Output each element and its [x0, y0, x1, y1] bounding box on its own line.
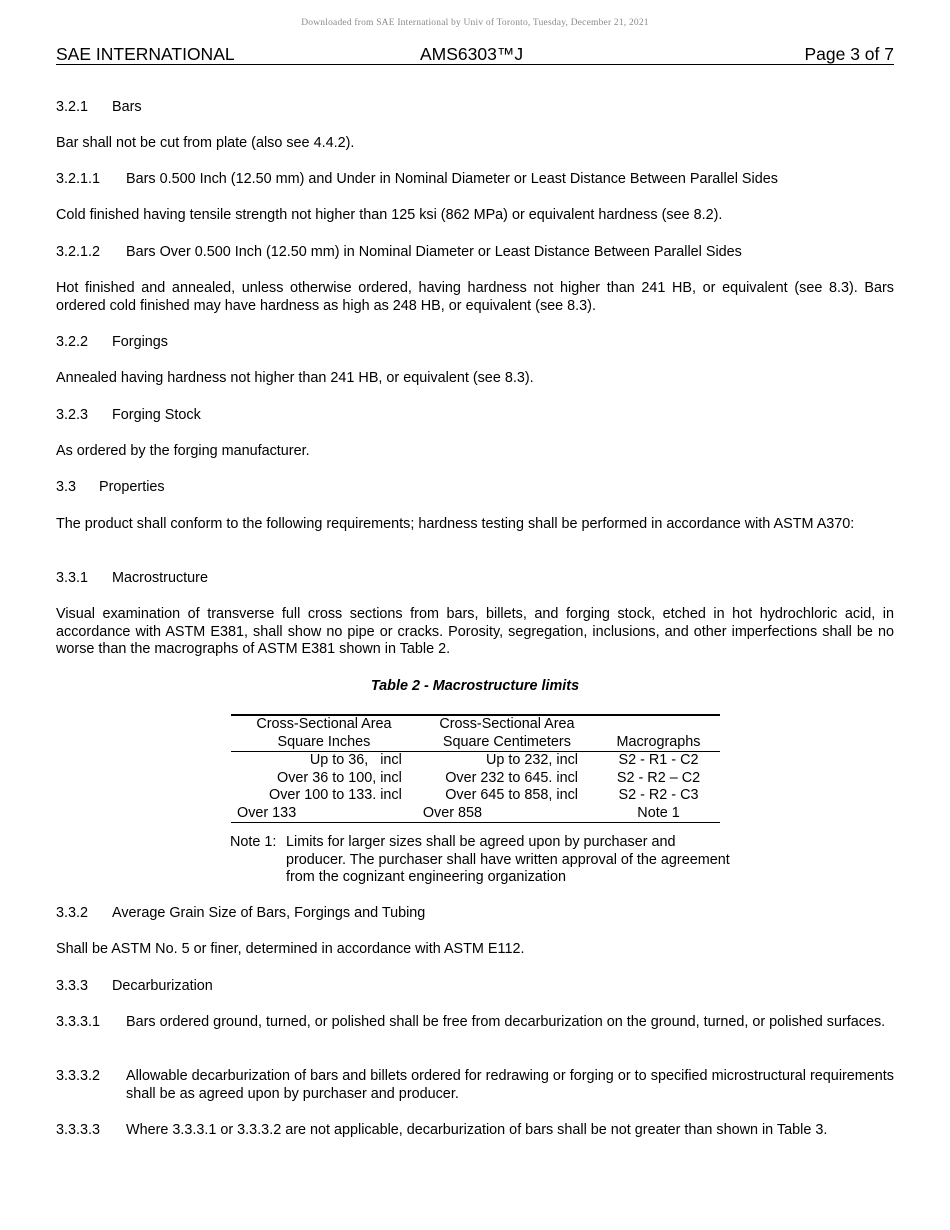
section-number: 3.2.1.1: [56, 171, 101, 187]
section-title: Bars Over 0.500 Inch (12.50 mm) in Nominal Diameter or Least Distance Between Parallel Sides: [126, 244, 742, 260]
heading-3-2-3: [56, 407, 894, 425]
paragraph-3-3-1: Visual examination of transverse full cross sections from bars, billets, and forging stock, etched in hot hydrochloric acid, in accordance with ASTM E381, shall show no pipe or cracks. Porosity, segregation, inclusions, and other imperfections shall be no worse than the macrographs of ASTM E381 shown in Table 2.: [56, 606, 894, 657]
section-number: 3.2.1: [56, 99, 89, 115]
table-cell: S2 - R2 - C3: [618, 787, 699, 803]
section-number: 3.2.3: [56, 407, 89, 423]
table-note: [230, 834, 730, 887]
column-header-macrographs: Macrographs: [597, 734, 720, 752]
paragraph-3-2-1-1: Cold finished having tensile strength not higher than 125 ksi (862 MPa) or equivalent hardness (see 8.2).: [56, 207, 723, 223]
table-2-title: Table 2 - Macrostructure limits: [370, 678, 580, 694]
heading-3-2-1: [56, 99, 894, 117]
section-number: 3.3: [56, 479, 77, 495]
table-header-row: [231, 734, 720, 752]
table-header-row: [231, 715, 720, 734]
table-row: [231, 787, 720, 805]
column-header-inches: Square Inches: [231, 734, 417, 752]
section-title: Bars: [112, 99, 142, 115]
section-title: Macrostructure: [112, 570, 208, 586]
paragraph-3-2-3: As ordered by the forging manufacturer.: [56, 443, 310, 459]
table-cell: Over 858: [417, 805, 597, 823]
column-header-macrographs-line1: [597, 715, 720, 734]
table-cell: Up to 36, incl: [309, 752, 402, 768]
header-organization: SAE INTERNATIONAL: [56, 44, 235, 64]
section-title: Properties: [99, 479, 165, 495]
section-title: Bars 0.500 Inch (12.50 mm) and Under in Nominal Diameter or Least Distance Between Parallel Sides: [126, 171, 778, 187]
header-document-id: AMS6303™J: [420, 44, 524, 64]
paragraph-3-3-2: Shall be ASTM No. 5 or finer, determined in accordance with ASTM E112.: [56, 941, 525, 957]
section-number: 3.3.2: [56, 905, 89, 921]
section-number: 3.2.2: [56, 334, 89, 350]
section-title: Decarburization: [112, 978, 213, 994]
table-cell: Up to 232, incl: [486, 752, 578, 768]
page-header: [56, 44, 894, 65]
table-cell: Over 133: [231, 805, 417, 823]
section-number: 3.2.1.2: [56, 244, 101, 260]
note-label: Note 1:: [230, 834, 277, 850]
heading-3-3-3: [56, 978, 894, 996]
paragraph-3-3-3-2: [56, 1068, 894, 1103]
heading-3-3: [56, 479, 894, 497]
paragraph-3-3: The product shall conform to the following requirements; hardness testing shall be performed in accordance with ASTM A370:: [56, 516, 855, 532]
section-title: Forging Stock: [112, 407, 201, 423]
paragraph-text: Where 3.3.3.1 or 3.3.3.2 are not applicable, decarburization of bars shall be not greater than shown in Table 3.: [126, 1122, 828, 1138]
paragraph-3-2-1-2: Hot finished and annealed, unless otherwise ordered, having hardness not higher than 241 HB, or equivalent (see 8.3). Bars ordered cold finished may have hardness as high as 248 HB, or equivalent (see 8.3).: [56, 280, 894, 314]
column-header-centimeters-line1: Cross-Sectional Area: [417, 715, 597, 734]
download-watermark: Downloaded from SAE International by Univ of Toronto, Tuesday, December 21, 2021: [301, 18, 649, 28]
paragraph-text: Allowable decarburization of bars and billets ordered for redrawing or forging or to specified microstructural requirements shall be as agreed upon by purchaser and producer.: [126, 1068, 894, 1102]
section-number: 3.3.3: [56, 978, 89, 994]
heading-3-2-2: [56, 334, 894, 352]
section-title: Forgings: [112, 334, 168, 350]
table-cell: S2 - R1 - C2: [618, 752, 699, 768]
table-cell: Over 645 to 858, incl: [445, 787, 578, 803]
table-cell: S2 - R2 – C2: [616, 769, 701, 786]
heading-3-2-1-2: [56, 244, 894, 262]
column-header-centimeters: Square Centimeters: [417, 734, 597, 752]
macrostructure-limits-table: [231, 714, 720, 823]
paragraph-3-3-3-3: [56, 1122, 894, 1140]
table-row: [231, 752, 720, 770]
paragraph-3-3-3-1: [56, 1014, 894, 1032]
paragraph-3-2-2: Annealed having hardness not higher than 241 HB, or equivalent (see 8.3).: [56, 370, 534, 386]
section-number: 3.3.3.1: [56, 1014, 101, 1030]
heading-3-3-1: [56, 570, 894, 588]
heading-3-3-2: [56, 905, 894, 923]
note-text: Limits for larger sizes shall be agreed upon by purchaser and producer. The purchaser shall have written approval of the agreement from the cognizant engineering organization: [286, 834, 730, 885]
paragraph-text: Bars ordered ground, turned, or polished shall be free from decarburization on the ground, turned, or polished surfaces.: [126, 1014, 886, 1030]
table-cell: Over 100 to 133. incl: [269, 787, 402, 803]
heading-3-2-1-1: [56, 171, 894, 189]
table-cell: Over 232 to 645. incl: [445, 769, 578, 786]
column-header-inches-line1: Cross-Sectional Area: [231, 715, 417, 734]
table-cell: Note 1: [597, 805, 720, 823]
paragraph-3-2-1: Bar shall not be cut from plate (also see 4.4.2).: [56, 135, 355, 151]
section-number: 3.3.1: [56, 570, 89, 586]
section-title: Average Grain Size of Bars, Forgings and Tubing: [112, 905, 426, 921]
table-row: [231, 805, 720, 823]
header-page-number: Page 3 of 7: [804, 44, 894, 64]
table-row: [231, 770, 720, 788]
table-cell: Over 36 to 100, incl: [277, 769, 402, 786]
section-number: 3.3.3.2: [56, 1068, 101, 1084]
section-number: 3.3.3.3: [56, 1122, 101, 1138]
